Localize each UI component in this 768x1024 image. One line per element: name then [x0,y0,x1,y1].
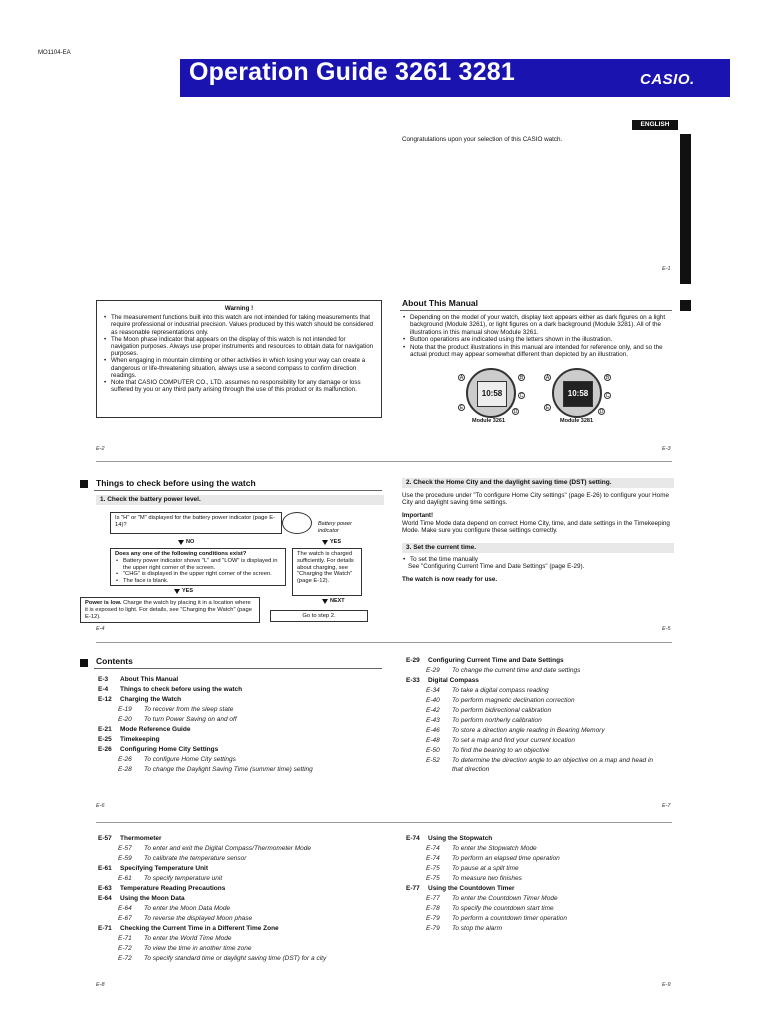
side-tab-marker [680,300,691,311]
button-c-icon: C [605,393,610,399]
step3-label: 3. Set the current time. [402,543,674,553]
step3-list [402,556,672,571]
contents-entry [406,666,676,676]
contents-entry [98,755,388,765]
contents-entry [98,924,388,934]
contents-label: To take a digital compass reading [452,687,549,694]
contents-page-ref: E-19 [118,706,132,713]
q2-item: • "CHG" is displayed in the upper right corner of the screen. [123,571,281,578]
contents-list-left-2 [98,834,388,964]
contents-entry [406,904,676,914]
warning-item: • Note that CASIO COMPUTER CO., LTD. assumes no responsibility for any damage or loss suffered by you or any third party arising through the use of this product or its malfunction. [111,379,375,393]
button-e-icon: E [545,405,550,411]
contents-title: Contents [96,656,133,666]
contents-entry [406,736,676,746]
contents-entry [406,676,676,686]
contents-label: To enter the Stopwatch Mode [452,845,537,852]
yes-label: YES [182,588,194,594]
yes-label: YES [330,539,342,545]
language-tab: ENGLISH [632,120,678,130]
contents-page-ref: E-29 [406,657,420,664]
contents-label: To enter and exit the Digital Compass/Thermometer Mode [144,845,312,852]
contents-entry [406,696,676,706]
brand-logo: CASIO. [640,71,695,88]
contents-label: To enter the Countdown Timer Mode [452,895,558,902]
things-title: Things to check before using the watch [96,478,256,488]
arrow-down-icon [178,540,184,545]
next-label: NEXT [330,598,345,604]
contents-label: Checking the Current Time in a Different Time Zone [120,925,279,932]
arrow-down-icon [174,589,180,594]
contents-page-ref: E-57 [98,835,112,842]
contents-page-ref: E-74 [406,835,420,842]
ready-text: The watch is now ready for use. [402,576,498,583]
page-separator [96,642,672,643]
section-marker [80,480,88,488]
button-d-icon: D [513,409,518,415]
contents-page-ref: E-25 [98,736,112,743]
contents-entry [98,944,388,954]
contents-label: To specify standard time or daylight saving time (DST) for a city [144,955,327,962]
contents-label: Temperature Reading Precautions [120,885,226,892]
contents-entry [98,765,388,775]
contents-entry [98,934,388,944]
contents-entry [406,716,676,726]
contents-entry [98,715,388,725]
divider [400,310,672,311]
contents-label: Thermometer [120,835,162,842]
contents-label: To specify the countdown start time [452,905,554,912]
contents-page-ref: E-4 [98,686,109,693]
contents-page-ref: E-48 [426,737,440,744]
page-number-e3: E-3 [662,446,671,452]
contents-label: Charging the Watch [120,696,182,703]
page-number-e9: E-9 [662,982,671,988]
important-label: Important! [402,512,434,519]
watch-display: 10:58 [563,381,593,407]
contents-label: To pause at a split time [452,865,519,872]
contents-label: To perform bidirectional calibration [452,707,552,714]
contents-entry [406,686,676,696]
contents-entry [98,914,388,924]
contents-page-ref: E-40 [426,697,440,704]
contents-list-right-2 [406,834,676,934]
contents-page-ref: E-72 [118,945,132,952]
warning-item: • The Moon phase indicator that appears on the display of this watch is not intended for navigation purposes. Always use proper instruments and resources to obtain data for navigation purposes. [111,336,375,358]
contents-list-left [98,675,388,775]
contents-label: To perform a countdown timer operation [452,915,568,922]
contents-page-ref: E-43 [426,717,440,724]
contents-label: To enter the World Time Mode [144,935,232,942]
contents-page-ref: E-63 [98,885,112,892]
contents-page-ref: E-61 [98,865,112,872]
contents-entry [406,834,676,844]
contents-page-ref: E-34 [426,687,440,694]
q2-title: Does any one of the following conditions exist? [115,551,247,557]
about-list [402,314,672,358]
contents-page-ref: E-42 [426,707,440,714]
contents-entry [98,874,388,884]
contents-page-ref: E-46 [426,727,440,734]
contents-label: To perform an elapsed time operation [452,855,560,862]
contents-label: Digital Compass [428,677,479,684]
contents-page-ref: E-75 [426,875,440,882]
button-d-icon: D [599,409,604,415]
contents-entry [406,756,676,766]
button-c-icon: C [519,393,524,399]
contents-page-ref: E-74 [426,845,440,852]
contents-label: To stop the alarm [452,925,502,932]
battery-indicator-label: Battery power indicator [318,521,352,534]
contents-page-ref: E-3 [98,676,109,683]
step1-label: 1. Check the battery power level. [96,495,384,505]
contents-page-ref: E-28 [118,766,132,773]
page-number-e6: E-6 [96,803,105,809]
contents-label: To recover from the sleep state [144,706,234,713]
contents-entry [406,874,676,884]
watch-illustration-light [466,368,516,418]
warning-box [96,300,382,418]
battery-indicator-icon [282,512,312,534]
contents-entry [98,884,388,894]
contents-label: To turn Power Saving on and off [144,716,237,723]
contents-entry [406,854,676,864]
step2-label: 2. Check the Home City and the daylight saving time (DST) setting. [402,478,674,488]
contents-entry [98,725,388,735]
document-code: MO1104-EA [38,50,71,56]
contents-label: To perform northerly calibration [452,717,542,724]
contents-page-ref: E-59 [118,855,132,862]
contents-entry [406,766,676,774]
contents-label: Mode Reference Guide [120,726,191,733]
contents-entry [406,844,676,854]
page-number-e4: E-4 [96,626,105,632]
contents-entry [406,864,676,874]
contents-entry [98,685,388,695]
contents-entry [98,834,388,844]
contents-entry [98,844,388,854]
q2-box [110,548,286,586]
page-number-e2: E-2 [96,446,105,452]
q2-item: • Battery power indicator shows "L" and "LOW" is displayed in the upper right corner of the screen. [123,558,281,572]
contents-page-ref: E-71 [118,935,132,942]
contents-page-ref: E-29 [426,667,440,674]
contents-label: Timekeeping [120,736,160,743]
page-separator [96,461,672,462]
contents-entry [406,894,676,904]
contents-page-ref: E-64 [98,895,112,902]
contents-page-ref: E-61 [118,875,132,882]
contents-page-ref: E-64 [118,905,132,912]
warning-title: Warning ! [224,305,254,312]
watch-display: 10:58 [477,381,507,407]
contents-label: To enter the Moon Data Mode [144,905,231,912]
contents-entry [98,894,388,904]
contents-label: To perform magnetic declination correction [452,697,575,704]
contents-page-ref: E-78 [426,905,440,912]
about-title: About This Manual [402,298,479,308]
contents-page-ref: E-71 [98,925,112,932]
contents-label: Things to check before using the watch [120,686,243,693]
step3-item: • To set the time manually [410,556,672,563]
button-b-icon: B [605,375,610,381]
button-e-icon: E [459,405,464,411]
contents-entry [406,746,676,756]
contents-page-ref: E-20 [118,716,132,723]
contents-label: Configuring Current Time and Date Settings [428,657,564,664]
contents-entry [98,864,388,874]
contents-label: Using the Moon Data [120,895,185,902]
charged-box: The watch is charged sufficiently. For details about charging, see "Charging the Watch" (page E-12). [292,548,362,596]
section-marker [80,659,88,667]
contents-page-ref: E-74 [426,855,440,862]
contents-page-ref: E-50 [426,747,440,754]
contents-label: To specify temperature unit [144,875,223,882]
contents-entry [98,705,388,715]
warning-item: • The measurement functions built into this watch are not intended for taking measurements that require professional or industrial precision. Values produced by this watch should be considered as reasonable representations only. [111,314,375,336]
contents-page-ref: E-33 [406,677,420,684]
contents-entry [406,726,676,736]
contents-label: To set a map and find your current location [452,737,575,744]
contents-label: To determine the direction angle to an objective on a map and head in [452,757,654,764]
about-item: • Note that the product illustrations in this manual are intended for reference only, and so the actual product may appear somewhat different than depicted by an illustration. [410,344,672,359]
contents-page-ref: E-57 [118,845,132,852]
page-number-e7: E-7 [662,803,671,809]
contents-entry [406,924,676,934]
watch-illustration-dark [552,368,602,418]
q2-item: • The face is blank. [123,578,281,585]
step2-text: Use the procedure under "To configure Home City settings" (page E-26) to configure your Home City and daylight saving time settings. [402,492,669,507]
contents-page-ref: E-26 [118,756,132,763]
side-tab-bar [680,134,691,284]
contents-label: To configure Home City settings [144,756,236,763]
page-separator [96,822,672,823]
contents-entry [406,706,676,716]
no-label: NO [186,539,195,545]
contents-label: Specifying Temperature Unit [120,865,209,872]
button-a-icon: A [459,375,464,381]
contents-list-right [406,656,676,774]
contents-page-ref: E-21 [98,726,112,733]
contents-label: To change the Daylight Saving Time (summer time) setting [144,766,313,773]
contents-page-ref: E-77 [406,885,420,892]
page-number-e8: E-8 [96,982,105,988]
contents-entry [98,904,388,914]
contents-label: Configuring Home City Settings [120,746,219,753]
contents-label: To measure two finishes [452,875,522,882]
contents-page-ref: E-79 [426,925,440,932]
contents-entry [406,914,676,924]
contents-label: that direction [452,766,490,773]
contents-entry [98,745,388,755]
contents-page-ref: E-75 [426,865,440,872]
contents-label: Using the Stopwatch [428,835,493,842]
page-title: Operation Guide 3261 3281 [189,58,515,86]
goto-step2-box: Go to step 2. [270,610,368,622]
contents-entry [406,656,676,666]
low-power-box [80,597,260,623]
module-label: Module 3281 [560,418,594,424]
contents-label: To find the bearing to an objective [452,747,550,754]
about-item: • Button operations are indicated using the letters shown in the illustration. [410,336,672,343]
contents-page-ref: E-52 [426,757,440,764]
contents-entry [98,675,388,685]
contents-page-ref: E-79 [426,915,440,922]
congratulations-text: Congratulations upon your selection of this CASIO watch. [402,136,563,143]
divider [94,490,382,491]
contents-entry [98,695,388,705]
important-text: World Time Mode data depend on correct Home City, time, and date settings in the Timekeeping Mode. Make sure you configure these settings correctly. [402,520,670,535]
contents-page-ref: E-12 [98,696,112,703]
contents-label: To calibrate the temperature sensor [144,855,247,862]
module-label: Module 3261 [472,418,506,424]
button-b-icon: B [519,375,524,381]
contents-page-ref: E-67 [118,915,132,922]
contents-page-ref: E-26 [98,746,112,753]
page-number-e5: E-5 [662,626,671,632]
about-item: • Depending on the model of your watch, display text appears either as dark figures on a light background (Module 3261), or light figures on a dark background (Module 3281). All of the illustrations in this manual show Module 3261. [410,314,672,336]
contents-entry [98,735,388,745]
contents-label: To view the time in another time zone [144,945,252,952]
page-number-e1: E-1 [662,266,671,272]
button-a-icon: A [545,375,550,381]
arrow-down-icon [322,540,328,545]
warning-item: • When engaging in mountain climbing or other activities in which losing your way can create a dangerous or life-threatening situation, always use a second compass to confirm direction readings. [111,357,375,379]
arrow-down-icon [322,599,328,604]
low-power-text: Charge the watch by placing it in a location where it is exposed to light. For details, see "Charging the Watch" (page E-12). [85,600,252,620]
contents-label: About This Manual [120,676,179,683]
divider [94,668,382,669]
contents-entry [98,954,388,964]
contents-label: To change the current time and date settings [452,667,581,674]
q1-box: Is "H" or "M" displayed for the battery power indicator (page E-14)? [110,512,282,534]
contents-entry [98,854,388,864]
contents-entry [406,884,676,894]
contents-page-ref: E-72 [118,955,132,962]
contents-label: To store a direction angle reading in Bearing Memory [452,727,605,734]
step3-see: See "Configuring Current Time and Date Settings" (page E-29). [408,563,585,571]
contents-label: Using the Countdown Timer [428,885,515,892]
contents-label: To reverse the displayed Moon phase [144,915,253,922]
low-power-bold: Power is low. [85,600,122,606]
contents-page-ref: E-77 [426,895,440,902]
